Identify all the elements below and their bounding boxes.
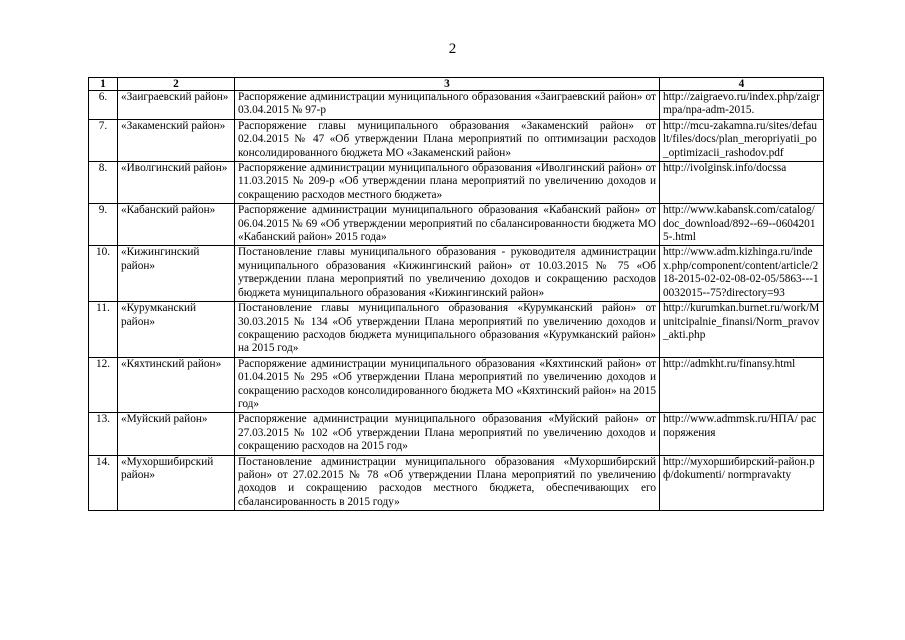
table-header-row [89,78,824,91]
document-description: Распоряжение главы муниципального образования «Закаменский район» от 02.04.2015 № 47 «Об утверждении Плана мероприятий по оптимизации расходов консолидированного бюджета МО «Закаменский район» [235,119,660,161]
document-description: Распоряжение администрации муниципального образования «Кабанский район» от 06.04.2015 № 69 «Об утверждении мероприятий по сбалансированности бюджета МО «Кабанский район» 2015 года» [235,204,660,246]
district-name: «Кабанский район» [118,204,235,246]
document-link[interactable]: http://www.admmsk.ru/НПА/ распоряжения [660,413,824,455]
row-number: 11. [89,302,118,358]
row-number: 9. [89,204,118,246]
row-number: 12. [89,357,118,413]
district-name: «Кяхтинский район» [118,357,235,413]
documents-table [88,77,824,511]
table-row [89,302,824,358]
document-description: Распоряжение администрации муниципального образования «Иволгинский район» от 11.03.2015 № 209-р «Об утверждении плана мероприятий по увеличению доходов и сокращению расходов местного бюджета» [235,162,660,204]
document-link[interactable]: http://www.adm.kizhinga.ru/index.php/component/content/article/218-2015-02-02-08-02-05/5863---10032015--75?directory=93 [660,246,824,302]
table-row [89,246,824,302]
district-name: «Мухоршибирский район» [118,455,235,511]
table-row [89,119,824,161]
table-row [89,357,824,413]
district-name: «Закаменский район» [118,119,235,161]
district-name: «Заиграевский район» [118,91,235,120]
row-number: 6. [89,91,118,120]
column-header-4: 4 [660,78,824,91]
document-description: Постановление главы муниципального образования «Курумканский район» от 30.03.2015 № 134 «Об утверждении Плана мероприятий по увеличению доходов и сокращению расходов бюджета муниципального образования «Курумканский район» на 2015 год» [235,302,660,358]
table-row [89,413,824,455]
row-number: 7. [89,119,118,161]
document-description: Постановление администрации муниципального образования «Мухоршибирский район» от 27.02.2015 № 78 «Об утверждении Плана мероприятий по увеличению доходов и сокращению расходов местного бюджета, обеспечивающих его сбалансированность в 2015 году» [235,455,660,511]
document-description: Распоряжение администрации муниципального образования «Муйский район» от 27.03.2015 № 102 «Об утверждении Плана мероприятий по увеличению доходов и сокращению расходов на 2015 год» [235,413,660,455]
district-name: «Иволгинский район» [118,162,235,204]
document-link[interactable]: http://www.kabansk.com/catalog/doc_download/892--69--06042015-.html [660,204,824,246]
page-number: 2 [448,41,457,57]
document-link[interactable]: http://mcu-zakamna.ru/sites/default/files/docs/plan_meropriyatii_po_optimizacii_rashodov.pdf [660,119,824,161]
district-name: «Муйский район» [118,413,235,455]
document-link[interactable]: http://мухоршибирский-район.рф/dokumenti/ normpravakty [660,455,824,511]
row-number: 8. [89,162,118,204]
district-name: «Кижингинский район» [118,246,235,302]
document-description: Распоряжение администрации муниципального образования «Кяхтинский район» от 01.04.2015 № 295 «Об утверждении Плана мероприятий по увеличению доходов и сокращению расходов консолидированного бюджета МО «Кяхтинский район» на 2015 год» [235,357,660,413]
document-link[interactable]: http://ivolginsk.info/docssa [660,162,824,204]
row-number: 14. [89,455,118,511]
document-description: Распоряжение администрации муниципального образования «Заиграевский район» от 03.04.2015 № 97-р [235,91,660,120]
district-name: «Курумканский район» [118,302,235,358]
table-row [89,455,824,511]
row-number: 10. [89,246,118,302]
column-header-2: 2 [118,78,235,91]
table-row [89,204,824,246]
column-header-3: 3 [235,78,660,91]
table-row [89,162,824,204]
document-description: Постановление главы муниципального образования - руководителя администрации муниципального образования «Кижингинский район» от 10.03.2015 № 75 «Об утверждении плана мероприятий по увеличению доходов и сокращению расходов бюджета муниципального образования «Кижингинский район» [235,246,660,302]
document-link[interactable]: http://admkht.ru/finansy.html [660,357,824,413]
document-link[interactable]: http://zaigraevo.ru/index.php/zaigrmpa/npa-adm-2015. [660,91,824,120]
table-row [89,91,824,120]
row-number: 13. [89,413,118,455]
column-header-1: 1 [89,78,118,91]
document-link[interactable]: http://kurumkan.burnet.ru/work/Munitcipalnie_finansi/Norm_pravov_akti.php [660,302,824,358]
